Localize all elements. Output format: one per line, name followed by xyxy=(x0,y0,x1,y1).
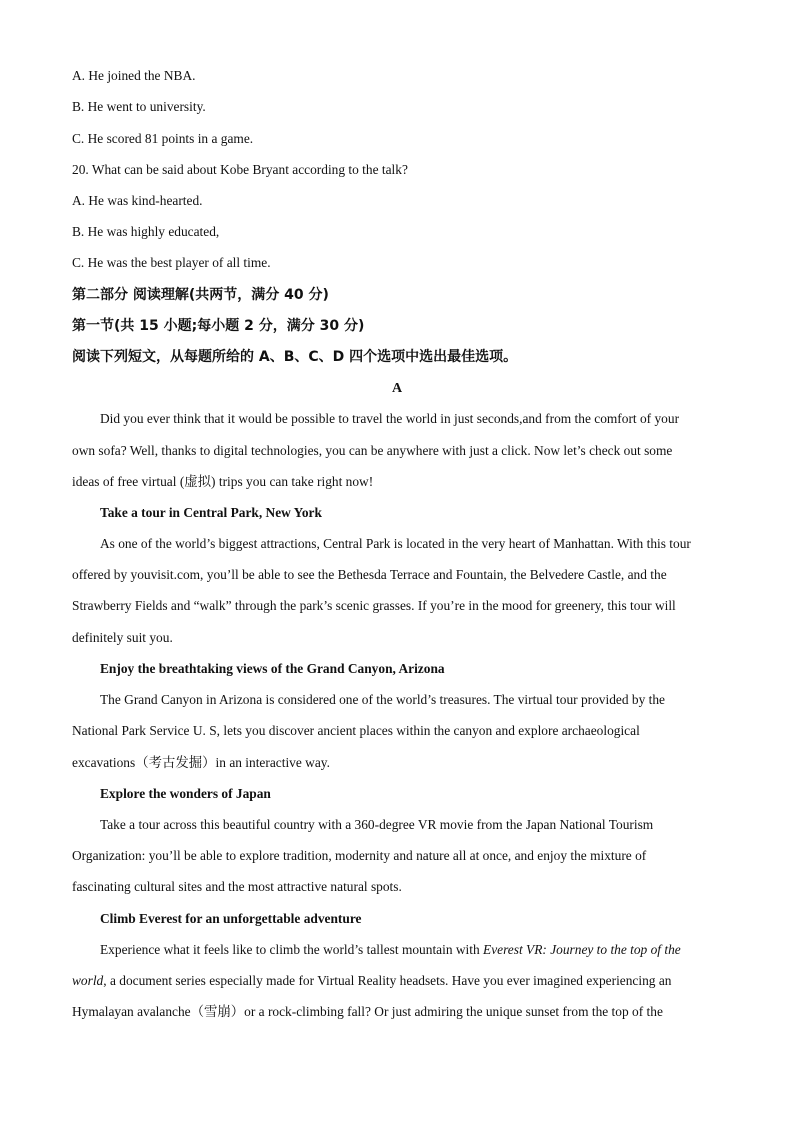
intro-line-3: ideas of free virtual (虚拟) trips you can take right now! xyxy=(72,474,374,489)
q20-option-b: B. He was highly educated, xyxy=(72,224,220,239)
instruction: 阅读下列短文，从每题所给的 A、B、C、D 四个选项中选出最佳选项。 xyxy=(72,349,518,365)
japan-line-2: Organization: you’ll be able to explore tradition, modernity and nature all at once, and enjoy the mixture of xyxy=(72,848,647,863)
grand-canyon-line-2: National Park Service U. S, lets you discover ancient places within the canyon and explore archaeological xyxy=(72,723,640,738)
q19-option-a: A. He joined the NBA. xyxy=(72,68,196,83)
intro-line-1: Did you ever think that it would be possible to travel the world in just seconds,and from the comfort of your xyxy=(100,411,680,426)
japan-line-1: Take a tour across this beautiful country with a 360-degree VR movie from the Japan National Tourism xyxy=(100,817,654,832)
everest-title-italic-2: world xyxy=(72,973,104,988)
intro-line-2: own sofa? Well, thanks to digital technologies, you can be anywhere with just a click. Now let’s check out some xyxy=(72,443,673,458)
q20-option-c: C. He was the best player of all time. xyxy=(72,255,271,270)
central-park-line-2: offered by youvisit.com, you’ll be able to see the Bethesda Terrace and Fountain, the Belvedere Castle, and the xyxy=(72,567,667,582)
everest-line-1-text: Experience what it feels like to climb the world’s tallest mountain with xyxy=(100,942,484,957)
grand-canyon-line-3: excavations（考古发掘）in an interactive way. xyxy=(72,755,330,770)
q19-option-c: C. He scored 81 points in a game. xyxy=(72,131,254,146)
everest-line-2-text: , a document series especially made for Virtual Reality headsets. Have you ever imagined experiencing an xyxy=(103,973,672,988)
japan-heading: Explore the wonders of Japan xyxy=(100,786,271,801)
grand-canyon-heading: Enjoy the breathtaking views of the Grand Canyon, Arizona xyxy=(100,661,445,676)
q19-option-b: B. He went to university. xyxy=(72,99,206,114)
japan-line-3: fascinating cultural sites and the most attractive natural spots. xyxy=(72,879,402,894)
everest-line-2 xyxy=(72,972,671,990)
q20-stem: 20. What can be said about Kobe Bryant according to the talk? xyxy=(72,162,408,177)
everest-heading: Climb Everest for an unforgettable adventure xyxy=(100,911,362,926)
part-heading: 第二部分 阅读理解(共两节，满分 40 分) xyxy=(72,287,329,303)
q20-option-a: A. He was kind-hearted. xyxy=(72,193,203,208)
sub-heading: 第一节(共 15 小题;每小题 2 分，满分 30 分) xyxy=(72,318,365,334)
passage-label: A xyxy=(391,381,403,396)
central-park-heading: Take a tour in Central Park, New York xyxy=(100,505,322,520)
everest-line-1 xyxy=(100,941,681,959)
everest-title-italic-1: Everest VR: Journey to the top of the xyxy=(483,942,681,957)
central-park-line-4: definitely suit you. xyxy=(72,630,173,645)
grand-canyon-line-1: The Grand Canyon in Arizona is considered one of the world’s treasures. The virtual tour provided by the xyxy=(100,692,665,707)
central-park-line-3: Strawberry Fields and “walk” through the park’s scenic grasses. If you’re in the mood for greenery, this tour will xyxy=(72,598,676,613)
everest-line-3: Hymalayan avalanche（雪崩）or a rock-climbing fall? Or just admiring the unique sunset from the top of the xyxy=(72,1004,663,1019)
central-park-line-1: As one of the world’s biggest attractions, Central Park is located in the very heart of Manhattan. With this tour xyxy=(100,536,691,551)
